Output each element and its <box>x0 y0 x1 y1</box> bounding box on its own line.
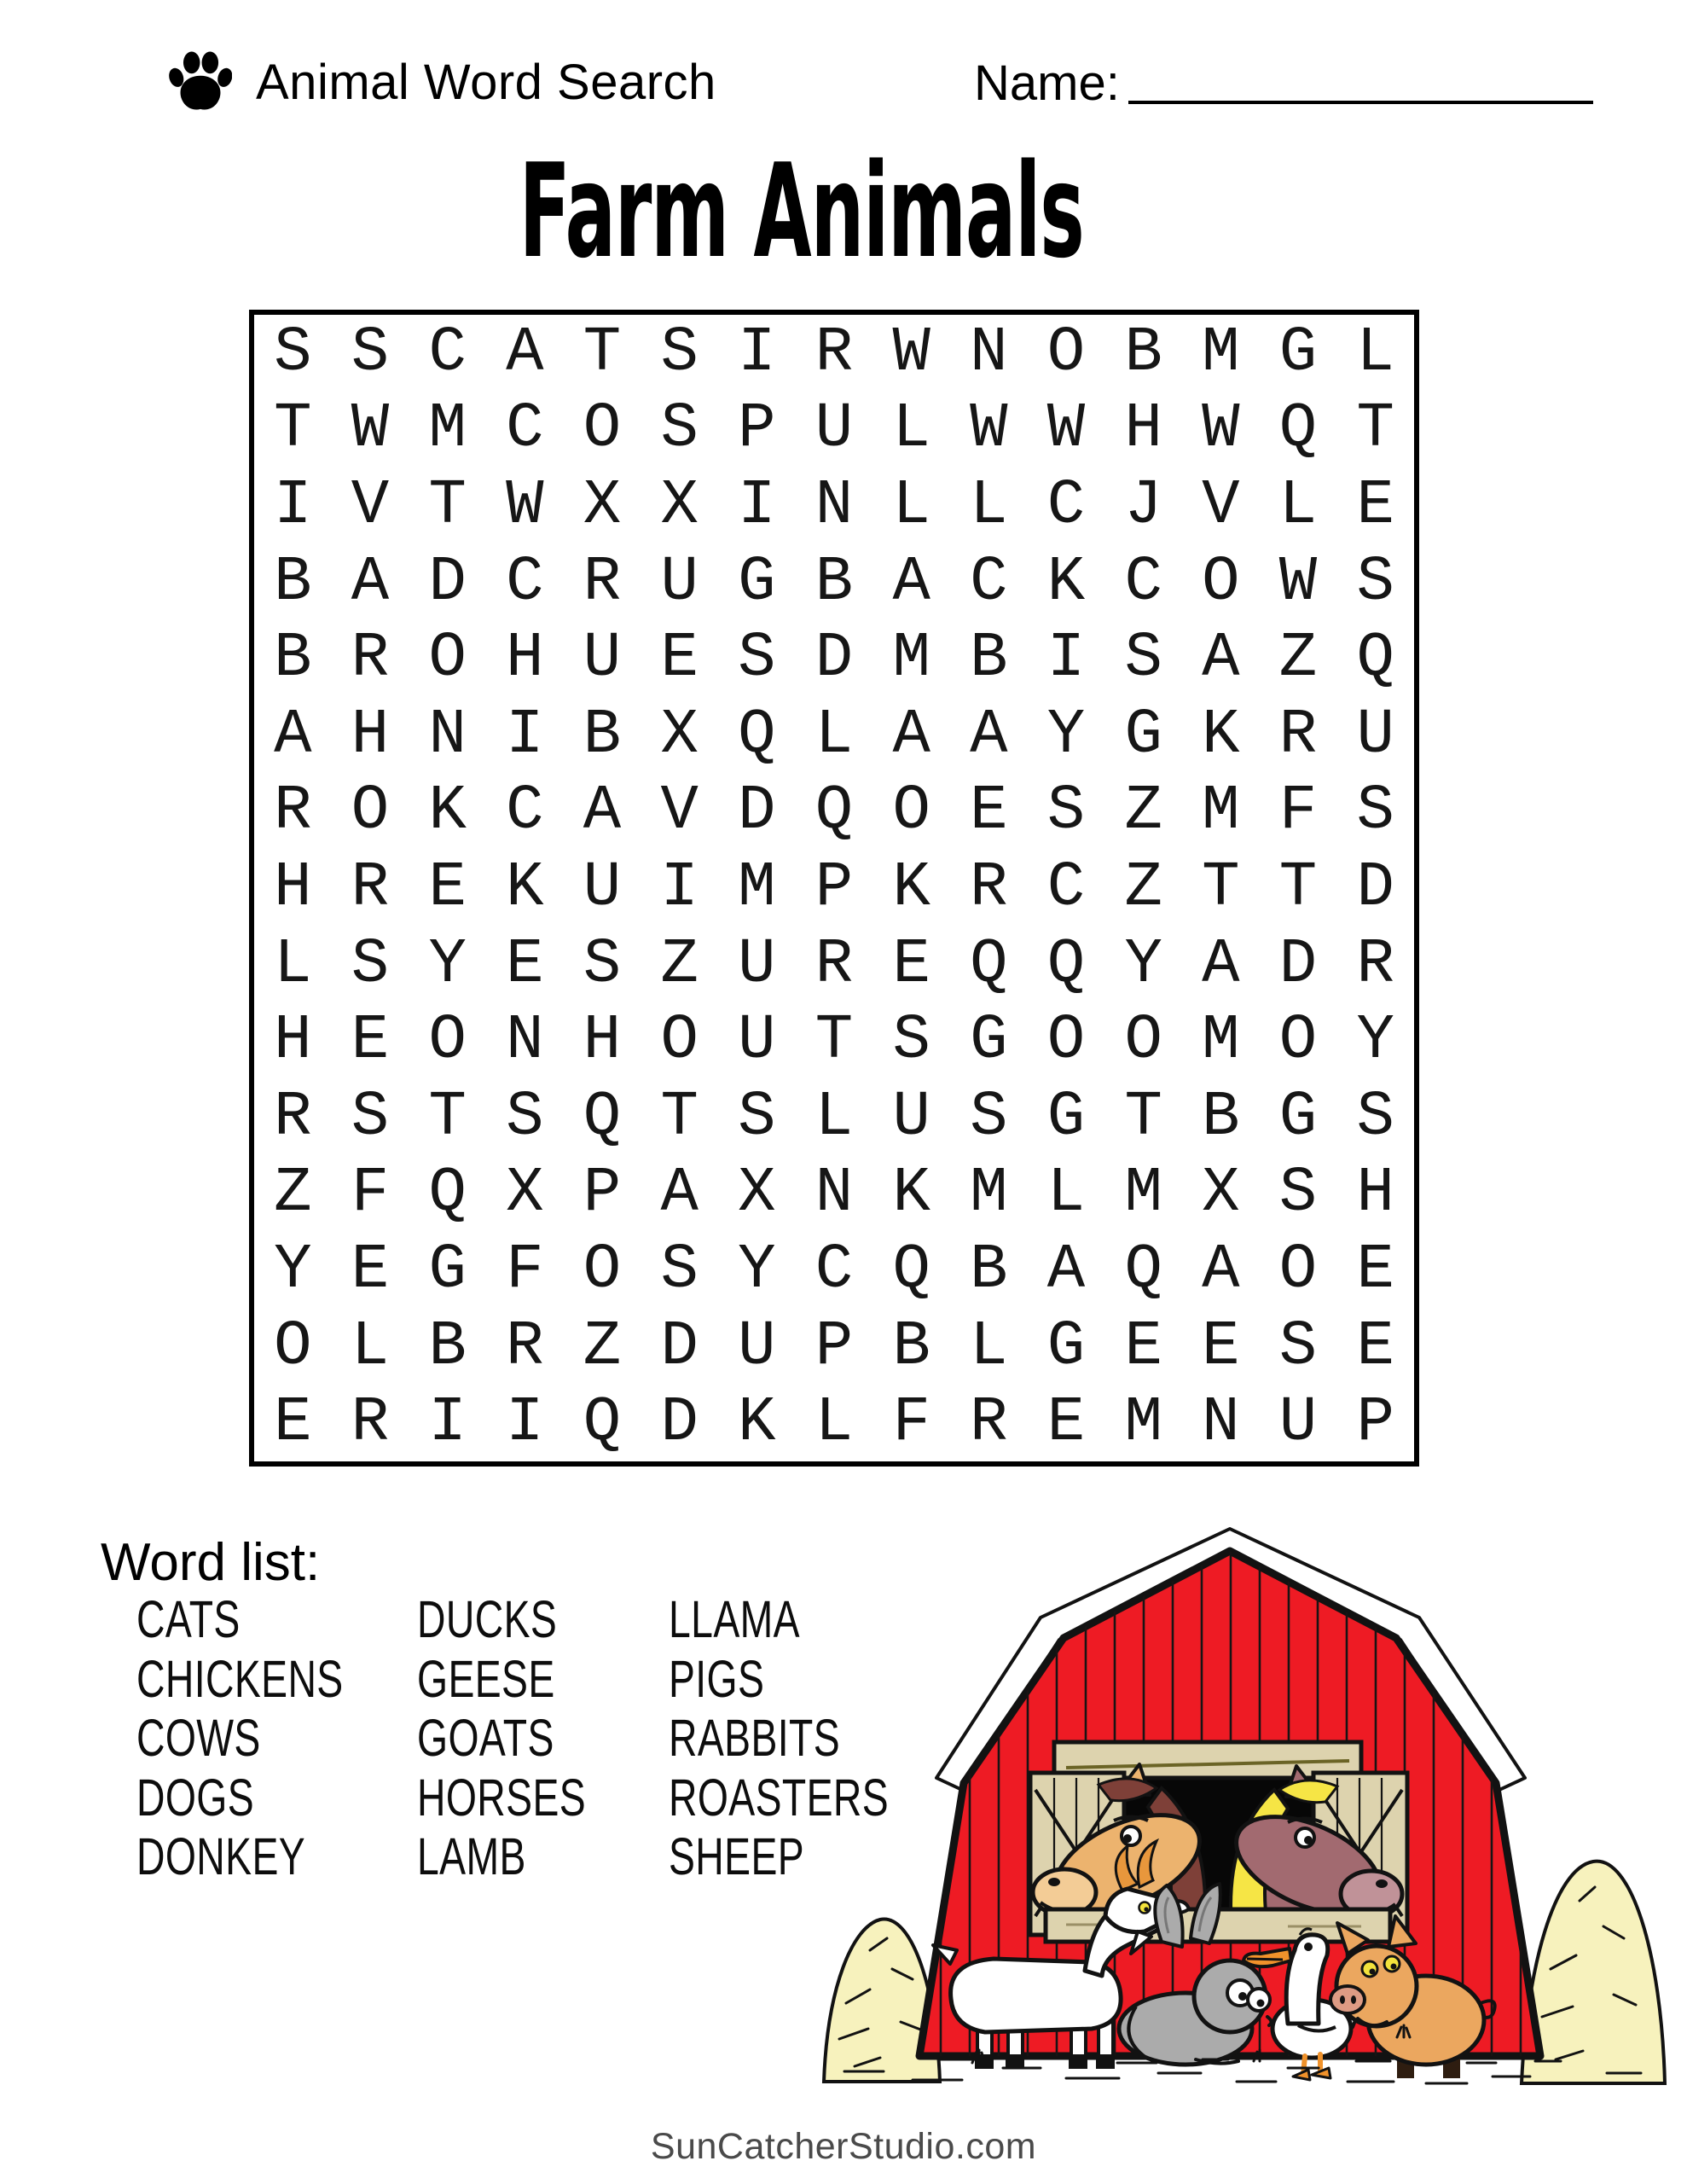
grid-letter: C <box>970 546 1008 619</box>
grid-letter: O <box>1278 1234 1318 1306</box>
grid-letter: O <box>1124 1005 1162 1077</box>
grid-letter: O <box>892 775 930 848</box>
grid-letter: A <box>583 775 622 848</box>
grid-letter: R <box>970 851 1008 924</box>
grid-letter: I <box>274 469 312 542</box>
grid-letter: H <box>506 623 544 695</box>
grid-letter: T <box>1202 851 1240 924</box>
word-item: GOATS <box>417 1709 554 1767</box>
grid-letter: Q <box>1356 623 1394 695</box>
grid-letter: Q <box>970 928 1008 1001</box>
grid-letter: B <box>428 1310 467 1383</box>
grid-letter: K <box>1046 546 1086 619</box>
grid-letter: Z <box>274 1158 312 1230</box>
grid-letter: Y <box>274 1234 312 1306</box>
word-item: HORSES <box>417 1768 587 1827</box>
grid-letter: B <box>970 1234 1008 1306</box>
grid-letter: B <box>970 623 1008 695</box>
grid-letter: S <box>583 928 622 1001</box>
grid-letter: J <box>1124 469 1162 542</box>
grid-letter: E <box>1124 1310 1162 1383</box>
grid-letter: W <box>1046 393 1086 466</box>
grid-letter: T <box>428 469 467 542</box>
grid-letter: O <box>428 623 467 695</box>
grid-letter: G <box>1046 1310 1086 1383</box>
grid-letter: B <box>1124 317 1162 389</box>
grid-letter: S <box>1356 775 1394 848</box>
grid-letter: N <box>815 469 854 542</box>
grid-letter: W <box>351 393 390 466</box>
grid-letter: S <box>1278 1310 1318 1383</box>
grid-letter: W <box>1278 546 1318 619</box>
grid-letter: T <box>660 1081 699 1153</box>
grid-letter: A <box>892 546 930 619</box>
word-grid <box>249 310 1419 1467</box>
grid-letter: G <box>738 546 776 619</box>
grid-letter: M <box>970 1158 1008 1230</box>
grid-letter: Y <box>738 1234 776 1306</box>
grid-letter: S <box>1046 775 1086 848</box>
grid-letter: Q <box>892 1234 930 1306</box>
grid-letter: U <box>738 1310 776 1383</box>
grid-letter: A <box>892 699 930 771</box>
grid-letter: M <box>1124 1387 1162 1460</box>
grid-letter: E <box>660 623 699 695</box>
grid-letter: W <box>1202 393 1240 466</box>
paw-icon <box>169 51 232 113</box>
grid-letter: K <box>1202 699 1240 771</box>
word-item: GEESE <box>417 1649 555 1708</box>
grid-letter: V <box>660 775 699 848</box>
grid-letter: T <box>428 1081 467 1153</box>
grid-letter: E <box>1202 1310 1240 1383</box>
grid-letter: U <box>892 1081 930 1153</box>
grid-letter: G <box>1046 1081 1086 1153</box>
grid-letter: Q <box>1124 1234 1162 1306</box>
grid-letter: A <box>1202 1234 1240 1306</box>
grid-letter: D <box>660 1387 699 1460</box>
grid-letter: O <box>1278 1005 1318 1077</box>
grid-letter: V <box>1202 469 1240 542</box>
grid-letter: C <box>428 317 467 389</box>
grid-letter: N <box>815 1158 854 1230</box>
word-item: ROASTERS <box>669 1768 890 1827</box>
grid-letter: O <box>274 1310 312 1383</box>
grid-letter: B <box>1202 1081 1240 1153</box>
grid-letter: U <box>738 1005 776 1077</box>
grid-letter: A <box>970 699 1008 771</box>
grid-letter: E <box>351 1234 390 1306</box>
grid-letter: U <box>815 393 854 466</box>
grid-letter: S <box>1356 546 1394 619</box>
grid-letter: O <box>660 1005 699 1077</box>
grid-letter: H <box>274 851 312 924</box>
grid-letter: X <box>506 1158 544 1230</box>
grid-letter: U <box>583 851 622 924</box>
grid-letter: Q <box>1278 393 1318 466</box>
grid-letter: P <box>583 1158 622 1230</box>
grid-letter: D <box>1356 851 1394 924</box>
grid-letter: V <box>351 469 390 542</box>
grid-letter: Y <box>428 928 467 1001</box>
grid-letter: R <box>274 1081 312 1153</box>
grid-letter: S <box>351 1081 390 1153</box>
grid-letter: M <box>892 623 930 695</box>
grid-letter: S <box>660 317 699 389</box>
grid-letter: N <box>428 699 467 771</box>
word-item: COWS <box>136 1709 261 1767</box>
grid-letter: T <box>583 317 622 389</box>
grid-letter: D <box>815 623 854 695</box>
grid-letter: U <box>1278 1387 1318 1460</box>
grid-letter: I <box>1046 623 1086 695</box>
grid-letter: T <box>815 1005 854 1077</box>
grid-letter: P <box>815 1310 854 1383</box>
grid-letter: E <box>1356 1234 1394 1306</box>
grid-letter: M <box>428 393 467 466</box>
grid-letter: M <box>1202 775 1240 848</box>
grid-letter: I <box>738 469 776 542</box>
grid-letter: Q <box>1046 928 1086 1001</box>
grid-letter: C <box>506 393 544 466</box>
grid-letter: Q <box>738 699 776 771</box>
grid-letter: B <box>274 546 312 619</box>
grid-letter: Y <box>1356 1005 1394 1077</box>
grid-letter: L <box>815 699 854 771</box>
grid-letter: R <box>506 1310 544 1383</box>
grid-letter: T <box>1124 1081 1162 1153</box>
grid-letter: W <box>892 317 930 389</box>
grid-letter: D <box>738 775 776 848</box>
grid-letter: S <box>892 1005 930 1077</box>
grid-letter: T <box>1278 851 1318 924</box>
grid-letter: E <box>1356 469 1394 542</box>
grid-letter: S <box>1356 1081 1394 1153</box>
grid-letter: B <box>815 546 854 619</box>
grid-letter: M <box>1202 317 1240 389</box>
grid-letter: C <box>506 775 544 848</box>
grid-letter: F <box>506 1234 544 1306</box>
grid-letter: R <box>274 775 312 848</box>
grid-letter: L <box>892 393 930 466</box>
grid-letter: L <box>1046 1158 1086 1230</box>
grid-letter: H <box>274 1005 312 1077</box>
grid-letter: E <box>351 1005 390 1077</box>
grid-letter: T <box>274 393 312 466</box>
word-item: SHEEP <box>669 1827 805 1885</box>
grid-letter: A <box>660 1158 699 1230</box>
grid-letter: F <box>351 1158 390 1230</box>
grid-letter: E <box>428 851 467 924</box>
grid-letter: M <box>1202 1005 1240 1077</box>
grid-letter: P <box>1356 1387 1394 1460</box>
grid-letter: S <box>506 1081 544 1153</box>
grid-letter: X <box>583 469 622 542</box>
grid-letter: L <box>892 469 930 542</box>
grid-letter: O <box>583 393 622 466</box>
grid-letter: R <box>1278 699 1318 771</box>
word-item: PIGS <box>669 1649 765 1708</box>
grid-letter: K <box>428 775 467 848</box>
grid-letter: H <box>1124 393 1162 466</box>
grid-letter: X <box>738 1158 776 1230</box>
grid-letter: S <box>660 1234 699 1306</box>
grid-letter: G <box>1278 1081 1318 1153</box>
grid-letter: Z <box>660 928 699 1001</box>
grid-letter: A <box>1046 1234 1086 1306</box>
name-field <box>974 56 1595 111</box>
grid-letter: S <box>274 317 312 389</box>
grid-letter: Q <box>428 1158 467 1230</box>
grid-letter: H <box>1356 1158 1394 1230</box>
grid-letter: I <box>660 851 699 924</box>
grid-letter: R <box>583 546 622 619</box>
word-item: LAMB <box>417 1827 526 1885</box>
grid-letter: W <box>506 469 544 542</box>
grid-letter: O <box>1202 546 1240 619</box>
brand-title: Animal Word Search <box>256 54 716 110</box>
grid-letter: Z <box>1124 851 1162 924</box>
grid-letter: U <box>660 546 699 619</box>
grid-letter: L <box>1278 469 1318 542</box>
grid-letter: R <box>815 928 854 1001</box>
grid-letter: L <box>1356 317 1394 389</box>
grid-letter: E <box>892 928 930 1001</box>
grid-letter: O <box>1046 317 1086 389</box>
grid-letter: P <box>738 393 776 466</box>
grid-letter: S <box>351 928 390 1001</box>
grid-letter: Z <box>1124 775 1162 848</box>
grid-letter: H <box>351 699 390 771</box>
name-underline <box>1128 58 1593 104</box>
grid-letter: Q <box>583 1081 622 1153</box>
name-label: Name: <box>974 55 1120 111</box>
grid-letter: G <box>428 1234 467 1306</box>
grid-letter: K <box>892 851 930 924</box>
grid-letter: O <box>351 775 390 848</box>
grid-letter: O <box>1046 1005 1086 1077</box>
grid-letter: E <box>506 928 544 1001</box>
grid-letter: T <box>1356 393 1394 466</box>
grid-letter: H <box>583 1005 622 1077</box>
grid-letter: L <box>815 1081 854 1153</box>
grid-letter: C <box>1046 469 1086 542</box>
grid-letter: G <box>970 1005 1008 1077</box>
grid-letter: F <box>1278 775 1318 848</box>
grid-letter: A <box>1202 623 1240 695</box>
grid-letter: L <box>274 928 312 1001</box>
grid-letter: M <box>738 851 776 924</box>
grid-letter: L <box>351 1310 390 1383</box>
grid-letter: G <box>1124 699 1162 771</box>
grid-letter: O <box>583 1234 622 1306</box>
grid-letter: E <box>1046 1387 1086 1460</box>
word-item: DUCKS <box>417 1590 558 1648</box>
grid-letter: N <box>970 317 1008 389</box>
grid-letter: I <box>428 1387 467 1460</box>
grid-letter: F <box>892 1387 930 1460</box>
grid-letter: E <box>970 775 1008 848</box>
grid-letter: Q <box>815 775 854 848</box>
grid-letter: B <box>892 1310 930 1383</box>
grid-letter: S <box>351 317 390 389</box>
grid-letter: L <box>815 1387 854 1460</box>
grid-letter: S <box>1278 1158 1318 1230</box>
grid-letter: Q <box>583 1387 622 1460</box>
grid-letter: S <box>738 1081 776 1153</box>
grid-letter: R <box>351 1387 390 1460</box>
grid-letter: R <box>970 1387 1008 1460</box>
footer-site: SunCatcherStudio.com <box>650 2126 1037 2167</box>
grid-letter: R <box>815 317 854 389</box>
grid-letter: O <box>428 1005 467 1077</box>
grid-letter: N <box>506 1005 544 1077</box>
word-item: CATS <box>136 1590 241 1648</box>
word-item: CHICKENS <box>136 1649 344 1708</box>
grid-letter: S <box>660 393 699 466</box>
grid-letter: K <box>506 851 544 924</box>
word-item: LLAMA <box>669 1590 800 1648</box>
grid-letter: L <box>970 1310 1008 1383</box>
grid-letter: S <box>738 623 776 695</box>
grid-letter: S <box>1124 623 1162 695</box>
grid-letter: C <box>1124 546 1162 619</box>
grid-letter: K <box>892 1158 930 1230</box>
grid-letter: D <box>660 1310 699 1383</box>
page-title: Farm Animals <box>519 136 1084 287</box>
grid-letter: C <box>506 546 544 619</box>
grid-letter: D <box>428 546 467 619</box>
grid-letter: U <box>583 623 622 695</box>
grid-letter: M <box>1124 1158 1162 1230</box>
grid-letter: Y <box>1124 928 1162 1001</box>
grid-letter: K <box>738 1387 776 1460</box>
grid-letter: Z <box>1278 623 1318 695</box>
grid-letter: I <box>506 699 544 771</box>
word-item: DONKEY <box>136 1827 306 1885</box>
grid-letter: Y <box>1046 699 1086 771</box>
word-list-label: Word list: <box>101 1533 321 1592</box>
grid-letter: X <box>660 469 699 542</box>
grid-letter: E <box>274 1387 312 1460</box>
grid-letter: P <box>815 851 854 924</box>
grid-letter: A <box>274 699 312 771</box>
grid-letter: X <box>1202 1158 1240 1230</box>
grid-letter: B <box>583 699 622 771</box>
grid-letter: R <box>351 623 390 695</box>
grid-letter: L <box>970 469 1008 542</box>
grid-letter: D <box>1278 928 1318 1001</box>
barn-illustration <box>810 1525 1672 2088</box>
grid-letter: G <box>1278 317 1318 389</box>
grid-letter: E <box>1356 1310 1394 1383</box>
grid-letter: R <box>1356 928 1394 1001</box>
grid-letter: W <box>970 393 1008 466</box>
grid-letter: B <box>274 623 312 695</box>
word-column <box>136 1590 344 1887</box>
grid-letter: N <box>1202 1387 1240 1460</box>
grid-letter: I <box>506 1387 544 1460</box>
grid-letter: A <box>1202 928 1240 1001</box>
grid-letter: I <box>738 317 776 389</box>
grid-letter: Z <box>583 1310 622 1383</box>
grid-letter: U <box>738 928 776 1001</box>
grid-letter: A <box>506 317 544 389</box>
grid-letter: A <box>351 546 390 619</box>
grid-letter: R <box>351 851 390 924</box>
grid-letter: C <box>1046 851 1086 924</box>
grid-letter: X <box>660 699 699 771</box>
word-item: DOGS <box>136 1768 255 1827</box>
grid-letter: C <box>815 1234 854 1306</box>
word-item: RABBITS <box>669 1709 841 1767</box>
word-column <box>417 1590 586 1887</box>
grid-letter: S <box>970 1081 1008 1153</box>
grid-letter: U <box>1356 699 1394 771</box>
header-brand <box>169 51 716 113</box>
